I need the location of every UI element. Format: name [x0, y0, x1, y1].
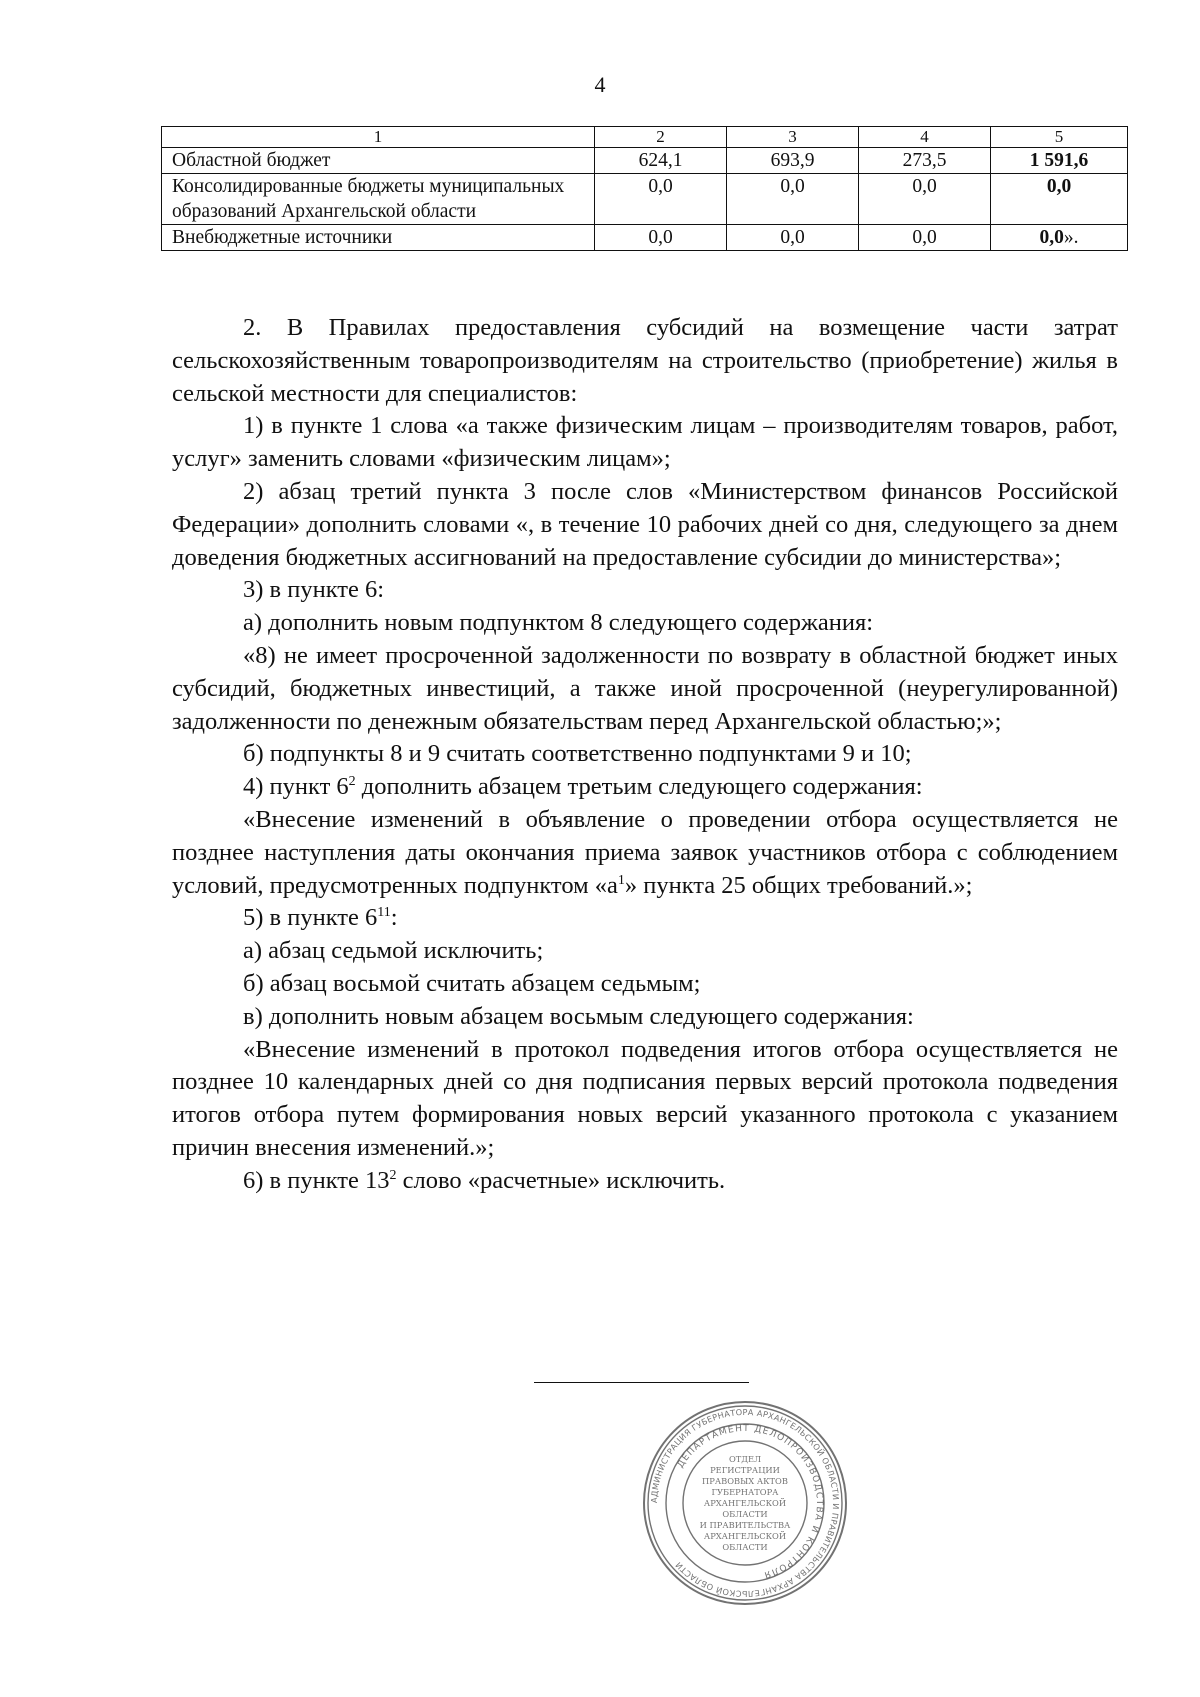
table-row: [162, 148, 1128, 174]
paragraph: 1) в пункте 1 слова «а также физическим лицам – производителям товаров, работ, услуг» заменить словами «физическим лицам»;: [172, 412, 1118, 473]
seal-inner-text: ДЕПАРТАМЕНТ ДЕЛОПРОИЗВОДСТВА И КОНТРОЛЯ: [675, 1423, 825, 1580]
paragraph: б) абзац восьмой считать абзацем седьмым;: [243, 969, 701, 997]
seal-center-line: И ПРАВИТЕЛЬСТВА: [699, 1520, 791, 1530]
row-value: 0,0: [595, 174, 727, 225]
table-header-cell: 3: [727, 127, 859, 148]
budget-table: [161, 126, 1128, 251]
text-run: слово «расчетные» исключить.: [396, 1166, 726, 1194]
paragraph: «8) не имеет просроченной задолженности по возврату в областной бюджет иных субсидий, бюджетных инвестиций, а также иной просроченной (неурегулированной) задолженности по денежным обязательствам перед Архангельской областью;»;: [172, 641, 1118, 735]
text-run: 4) пункт 6: [243, 773, 349, 801]
row-label: Внебюджетные источники: [162, 225, 595, 251]
document-body: [172, 312, 1118, 1198]
table-header-cell: 1: [162, 127, 595, 148]
text-run: :: [390, 904, 398, 932]
seal-center-line: АРХАНГЕЛЬСКОЙ: [703, 1498, 787, 1508]
row-value: 273,5: [859, 148, 991, 174]
table-row: [162, 225, 1128, 251]
row-value: 693,9: [727, 148, 859, 174]
table-header-cell: 4: [859, 127, 991, 148]
table-row: [162, 174, 1128, 225]
paragraph: «Внесение изменений в протокол подведения итогов отбора осуществляется не позднее 10 календарных дней со дня подписания первых версий протокола подведения итогов отбора путем формирования новых версий указанного протокола с указанием причин внесения изменений.»;: [172, 1035, 1118, 1161]
paragraph: [172, 1165, 1118, 1198]
paragraph: [172, 804, 1118, 902]
superscript: 2: [389, 1167, 397, 1183]
row-value: 624,1: [595, 148, 727, 174]
text-run: «Внесение изменений в объявление о проведении отбора осуществляется не позднее наступления даты окончания приема заявок участников отбора с соблюдением условий, предусмотренных подпунктом «а: [172, 805, 1118, 899]
row-total: [991, 225, 1128, 251]
row-total: [991, 148, 1128, 174]
row-value: 0,0: [595, 225, 727, 251]
text-run: 5) в пункте 6: [243, 904, 378, 932]
signature-line: [534, 1382, 749, 1383]
superscript: 2: [348, 774, 356, 789]
table-header-cell: 5: [991, 127, 1128, 148]
seal-center-line: ОБЛАСТИ: [722, 1542, 768, 1552]
page-number: 4: [594, 72, 606, 97]
row-label: Консолидированные бюджеты муниципальных образований Архангельской области: [162, 174, 595, 225]
seal-center-line: ОБЛАСТИ: [722, 1509, 768, 1519]
paragraph: 2. В Правилах предоставления субсидий на возмещение части затрат сельскохозяйственным товаропроизводителям на строительство (приобретение) жилья в сельской местности для специалистов:: [172, 314, 1118, 407]
seal-center-line: АРХАНГЕЛЬСКОЙ: [703, 1531, 787, 1541]
row-value: 0,0: [727, 174, 859, 225]
row-total-suffix: ».: [1063, 227, 1079, 248]
table-header-row: [162, 127, 1128, 148]
paragraph: а) дополнить новым подпунктом 8 следующего содержания:: [243, 609, 874, 637]
paragraph: б) подпункты 8 и 9 считать соответственно подпунктами 9 и 10;: [243, 740, 912, 768]
text-run: » пункта 25 общих требований.»;: [624, 871, 973, 899]
paragraph: [172, 771, 1118, 804]
superscript: 11: [377, 905, 391, 921]
row-total-value: 0,0: [1046, 176, 1072, 197]
seal-center-line: ОТДЕЛ: [728, 1454, 762, 1464]
seal-outer-text: АДМИНИСТРАЦИЯ ГУБЕРНАТОРА АРХАНГЕЛЬСКОЙ ОБЛАСТИ И ПРАВИТЕЛЬСТВА АРХАНГЕЛЬСКОЙ ОБЛАСТИ: [648, 1406, 842, 1600]
row-total-value: 0,0: [1039, 227, 1064, 248]
row-value: 0,0: [859, 225, 991, 251]
paragraph: а) абзац седьмой исключить;: [243, 937, 544, 965]
row-total-value: 1 591,6: [1029, 150, 1089, 171]
text-run: 6) в пункте 13: [243, 1166, 390, 1194]
row-value: 0,0: [727, 225, 859, 251]
seal-center-line: ГУБЕРНАТОРА: [711, 1487, 779, 1497]
paragraph: 2) абзац третий пункта 3 после слов «Министерством финансов Российской Федерации» дополнить словами «, в течение 10 рабочих дней со дня, следующего за днем доведения бюджетных ассигнований на предоставление субсидии до министерства»;: [172, 477, 1118, 571]
paragraph: в) дополнить новым абзацем восьмым следующего содержания:: [243, 1002, 914, 1030]
official-seal-stamp: [640, 1398, 850, 1608]
row-value: 0,0: [859, 174, 991, 225]
text-run: дополнить абзацем третьим следующего содержания:: [355, 773, 923, 801]
row-total: [991, 174, 1128, 225]
table-header-cell: 2: [595, 127, 727, 148]
seal-center-line: ПРАВОВЫХ АКТОВ: [702, 1476, 788, 1486]
paragraph: 3) в пункте 6:: [243, 576, 385, 604]
paragraph: [172, 902, 1118, 935]
seal-center-line: РЕГИСТРАЦИИ: [710, 1465, 780, 1475]
row-label: Областной бюджет: [162, 148, 595, 174]
superscript: 1: [617, 872, 625, 888]
